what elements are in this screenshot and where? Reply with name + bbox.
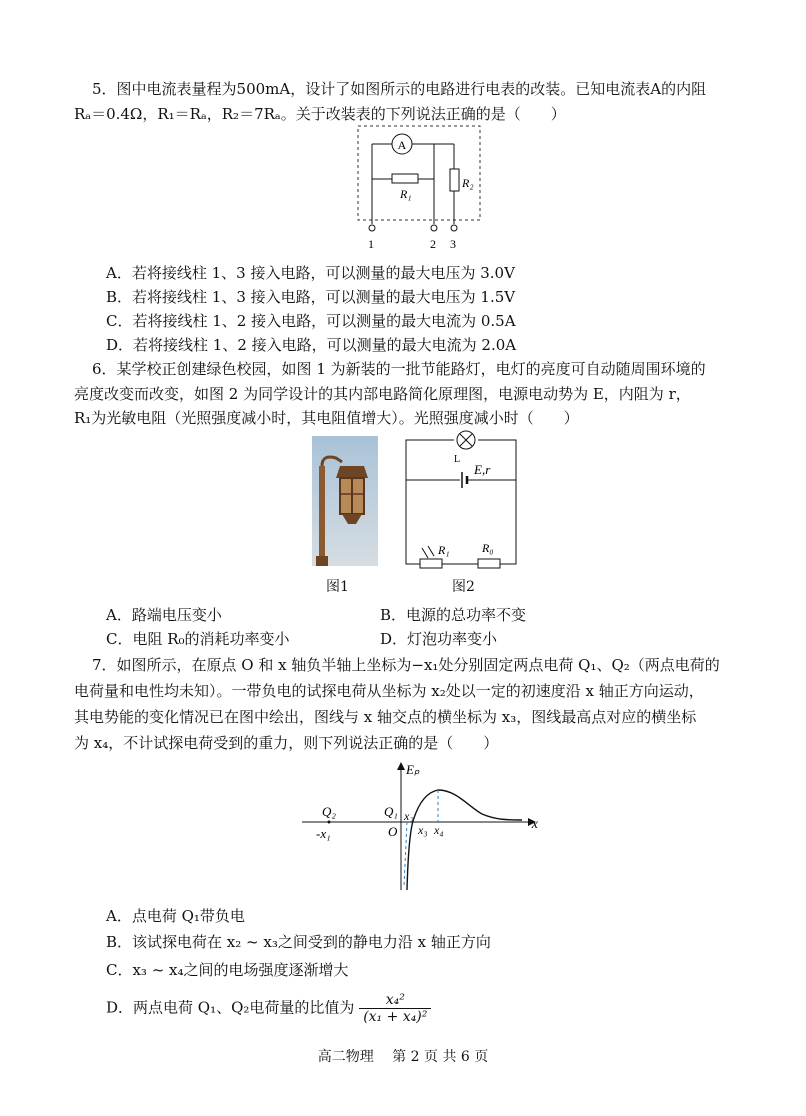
- x3-label: x₃: [418, 823, 428, 837]
- q6-option-b: B．电源的总功率不变: [380, 606, 527, 624]
- ammeter-label: A: [397, 138, 407, 152]
- ep-curve: [407, 790, 522, 890]
- r2-label: R₂: [462, 176, 474, 190]
- q5-option-b: B．若将接线柱 1、3 接入电路，可以测量的最大电压为 1.5V: [106, 288, 516, 306]
- q6-circuit-figure: [398, 428, 524, 570]
- q7-option-b: B．该试探电荷在 x₂ ~ x₃之间受到的静电力沿 x 轴正方向: [106, 933, 491, 951]
- q7-potential-energy-graph: [296, 758, 540, 898]
- q7-text-line2: 电荷量和电性均未知）。一带负电的试探电荷从坐标为 x₂处以一定的初速度沿 x 轴正方向运动，: [74, 682, 704, 700]
- fig1-caption: 图1: [326, 579, 349, 595]
- q5-option-c: C．若将接线柱 1、2 接入电路，可以测量的最大电流为 0.5A: [106, 312, 516, 330]
- origin-label: O: [388, 824, 398, 839]
- q2-label: Q₂: [322, 804, 336, 819]
- q7-option-a: A．点电荷 Q₁带负电: [106, 907, 245, 925]
- ep-label: Eₚ: [406, 762, 420, 777]
- q5-option-d: D．若将接线柱 1、2 接入电路，可以测量的最大电流为 2.0A: [106, 336, 517, 354]
- q6-text-line3: R₁为光敏电阻（光照强度减小时，其电阻值增大）。光照强度减小时（ ）: [74, 409, 579, 427]
- terminal-1-icon: [369, 225, 375, 231]
- terminal-2-icon: [431, 225, 437, 231]
- ratio-numerator: x₄²: [359, 992, 431, 1009]
- q7-text-line4: 为 x₄，不计试探电荷受到的重力，则下列说法正确的是（ ）: [74, 734, 499, 752]
- terminal-3-label: 3: [450, 237, 456, 251]
- q7-option-c: C．x₃ ~ x₄之间的电场强度逐渐增大: [106, 961, 349, 979]
- q5-circuit-figure: [350, 124, 490, 254]
- q5-text-line2: Rₐ＝0.4Ω，R₁＝Rₐ，R₂＝7Rₐ。关于改装表的下列说法正确的是（ ）: [74, 105, 566, 123]
- resistor-r1-icon: [392, 174, 418, 183]
- x2-label: x₂: [404, 809, 414, 823]
- q7-text-line1: 7．如图所示，在原点 O 和 x 轴负半轴上坐标为−x₁处分别固定两点电荷 Q₁、Q₂（两点电荷的: [92, 656, 720, 674]
- charge-ratio-fraction: [359, 992, 431, 1025]
- q6-text-line2: 亮度改变而改变，如图 2 为同学设计的其内部电路简化原理图，电源电动势为 E，内阻为 r，: [74, 385, 691, 403]
- q5-text-line1: 5．图中电流表量程为500mA，设计了如图所示的电路进行电表的改装。已知电流表A的内阻: [92, 80, 707, 98]
- resistor-r0-icon: [478, 559, 500, 568]
- q7-option-d-text: D．两点电荷 Q₁、Q₂电荷量的比值为: [106, 998, 355, 1017]
- q7-text-line3: 其电势能的变化情况已在图中绘出，图线与 x 轴交点的横坐标为 x₃，图线最高点对应的横坐标: [74, 708, 697, 726]
- terminal-2-label: 2: [430, 237, 436, 251]
- fig2-caption: 图2: [452, 579, 475, 595]
- source-label: E,r: [474, 462, 491, 477]
- r0-label: R₀: [482, 541, 494, 555]
- photoresistor-icon: [420, 559, 442, 568]
- resistor-r2-icon: [450, 169, 459, 191]
- q6-text-line1: 6．某学校正创建绿色校园，如图 1 为新装的一批节能路灯，电灯的亮度可自动随周围环境的: [92, 360, 706, 378]
- q6-option-d: D．灯泡功率变小: [380, 630, 498, 648]
- x-label: x: [531, 817, 538, 832]
- ratio-denominator: (x₁ + x₄)²: [363, 1009, 428, 1025]
- streetlamp-photo: [312, 436, 378, 566]
- q6-option-a: A．路端电压变小: [106, 606, 222, 624]
- r1-label: R₁: [400, 187, 412, 201]
- q1-label: Q₁: [384, 804, 398, 819]
- q6-option-c: C．电阻 R₀的消耗功率变小: [106, 630, 290, 648]
- q7-option-d: [106, 992, 431, 1025]
- rt-label: R₁: [438, 543, 450, 557]
- page-footer: 高二物理 第 2 页 共 6 页: [317, 1049, 489, 1065]
- terminal-1-label: 1: [368, 237, 374, 251]
- x4-label: x₄: [434, 823, 444, 837]
- terminal-3-icon: [451, 225, 457, 231]
- q5-dashed-box: [358, 126, 480, 220]
- neg-x1-label: -x₁: [316, 826, 331, 841]
- lamp-label: L: [454, 454, 461, 465]
- q5-option-a: A．若将接线柱 1、3 接入电路，可以测量的最大电压为 3.0V: [106, 264, 515, 282]
